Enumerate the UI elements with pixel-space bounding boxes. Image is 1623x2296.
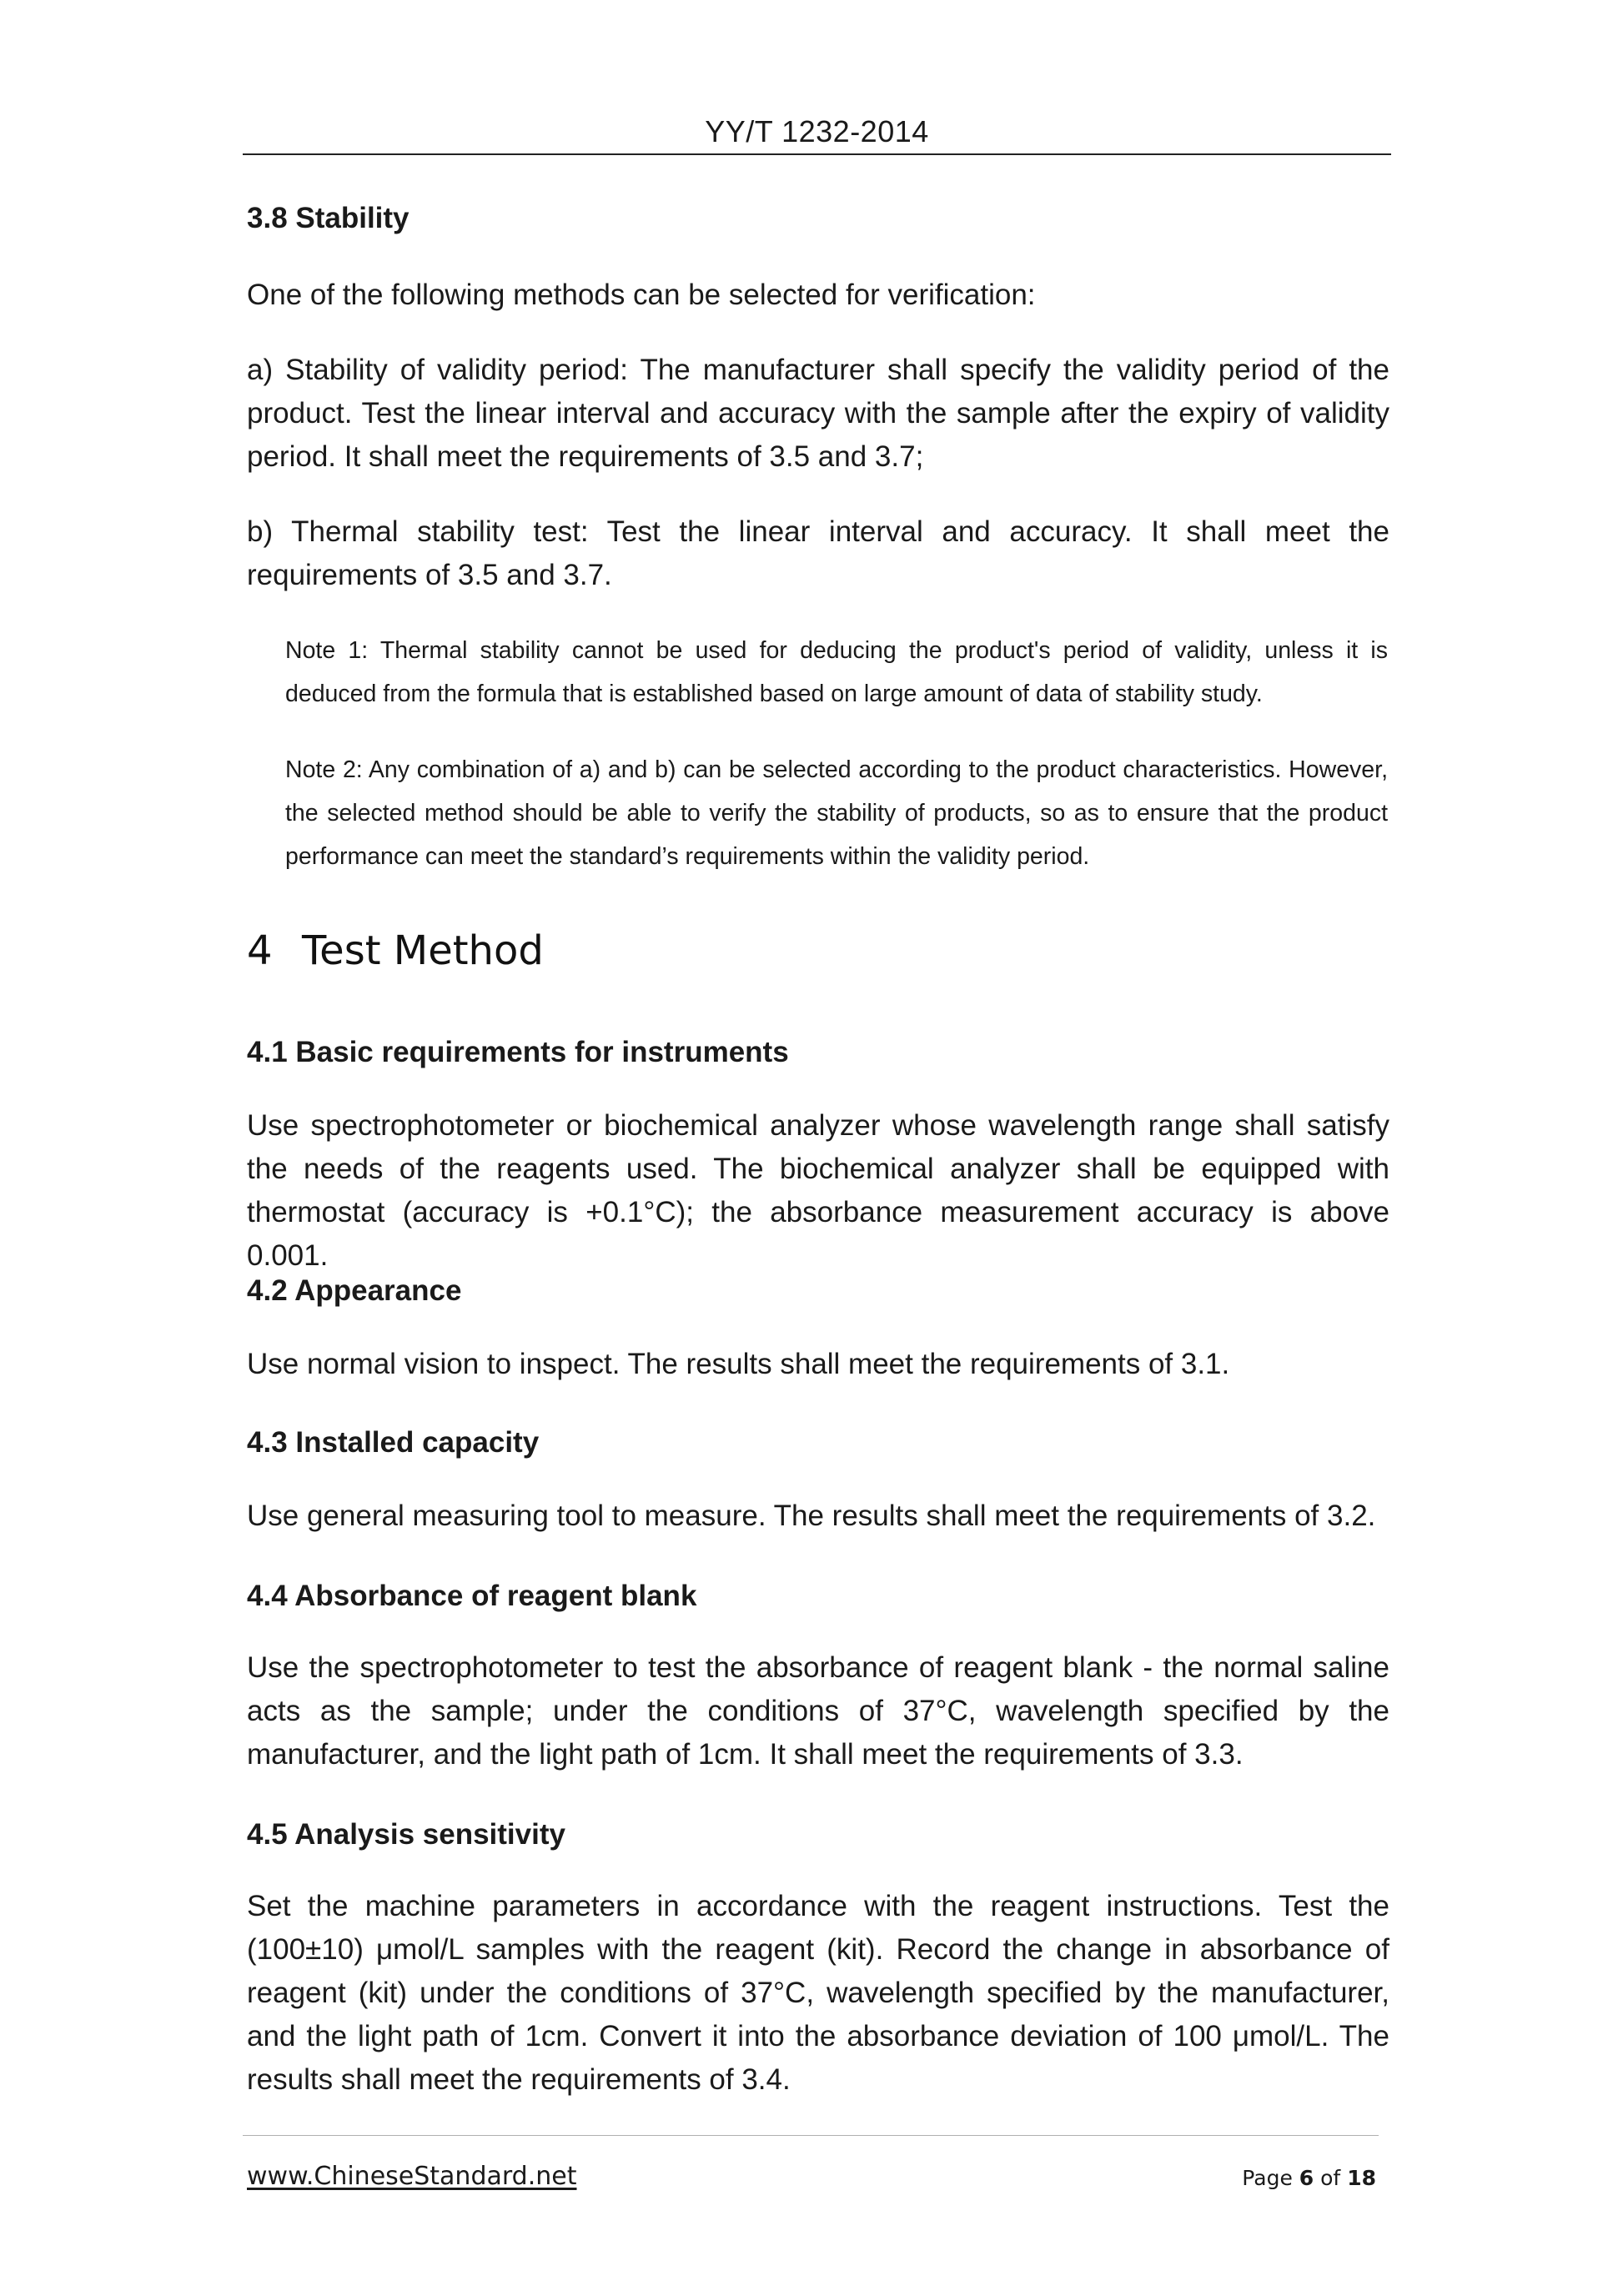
footer-rule xyxy=(243,2135,1379,2136)
page-current: 6 xyxy=(1299,2166,1314,2190)
section-4-title: Test Method xyxy=(302,927,544,974)
page-number xyxy=(1242,2164,1376,2193)
page-total: 18 xyxy=(1347,2166,1376,2190)
section-4-4-heading: 4.4 Absorbance of reagent blank xyxy=(247,1580,697,1612)
section-3-8-intro: One of the following methods can be selected for verification: xyxy=(247,279,1036,311)
section-4-2-body: Use normal vision to inspect. The results shall meet the requirements of 3.1. xyxy=(247,1348,1230,1380)
section-4-3-heading: 4.3 Installed capacity xyxy=(247,1426,540,1459)
section-3-8-heading: 3.8 Stability xyxy=(247,202,410,234)
note-1: Note 1: Thermal stability cannot be used for deducing the product's period of validity, unless it is deduced from the formula that is established based on large amount of data of stability study. xyxy=(285,637,1388,707)
document-id-header: YY/T 1232-2014 xyxy=(705,114,929,148)
section-4-heading xyxy=(247,926,1389,976)
page-word: Page xyxy=(1242,2166,1293,2190)
section-4-2-heading: 4.2 Appearance xyxy=(247,1274,462,1307)
section-4-5-heading: 4.5 Analysis sensitivity xyxy=(247,1818,565,1851)
note-2: Note 2: Any combination of a) and b) can be selected according to the product characteristics. However, the selected method should be able to verify the stability of products, so as to ensure that the product performance can meet the standard’s requirements within the validity period. xyxy=(285,756,1388,870)
section-4-number: 4 xyxy=(247,927,273,974)
section-4-1-body: Use spectrophotometer or biochemical analyzer whose wavelength range shall satisfy the needs of the reagents used. The biochemical analyzer shall be equipped with thermostat (accuracy is +0.1°C); the absorbance measurement accuracy is above 0.001. xyxy=(247,1109,1389,1272)
section-3-8-item-a: a) Stability of validity period: The manufacturer shall specify the validity period of the product. Test the linear interval and accuracy with the sample after the expiry of validity period. It shall meet the requirements of 3.5 and 3.7; xyxy=(247,354,1389,473)
section-4-3-body: Use general measuring tool to measure. The results shall meet the requirements of 3.2. xyxy=(247,1500,1376,1532)
header-rule xyxy=(243,153,1391,155)
section-4-4-body: Use the spectrophotometer to test the absorbance of reagent blank - the normal saline acts as the sample; under the conditions of 37°C, wavelength specified by the manufacturer, and the light path of 1cm. It shall meet the requirements of 3.3. xyxy=(247,1651,1389,1771)
section-4-1-heading: 4.1 Basic requirements for instruments xyxy=(247,1036,789,1068)
website-link[interactable]: www.ChineseStandard.net xyxy=(247,2162,577,2191)
section-3-8-item-b: b) Thermal stability test: Test the linear interval and accuracy. It shall meet the requirements of 3.5 and 3.7. xyxy=(247,515,1389,591)
section-4-5-body: Set the machine parameters in accordance with the reagent instructions. Test the (100±10) μmol/L samples with the reagent (kit). Record the change in absorbance of reagent (kit) under the conditions of 37°C, wavelength specified by the manufacturer, and the light path of 1cm. Convert it into the absorbance deviation of 100 μmol/L. The results shall meet the requirements of 3.4. xyxy=(247,1890,1389,2096)
page-of: of xyxy=(1320,2166,1341,2190)
